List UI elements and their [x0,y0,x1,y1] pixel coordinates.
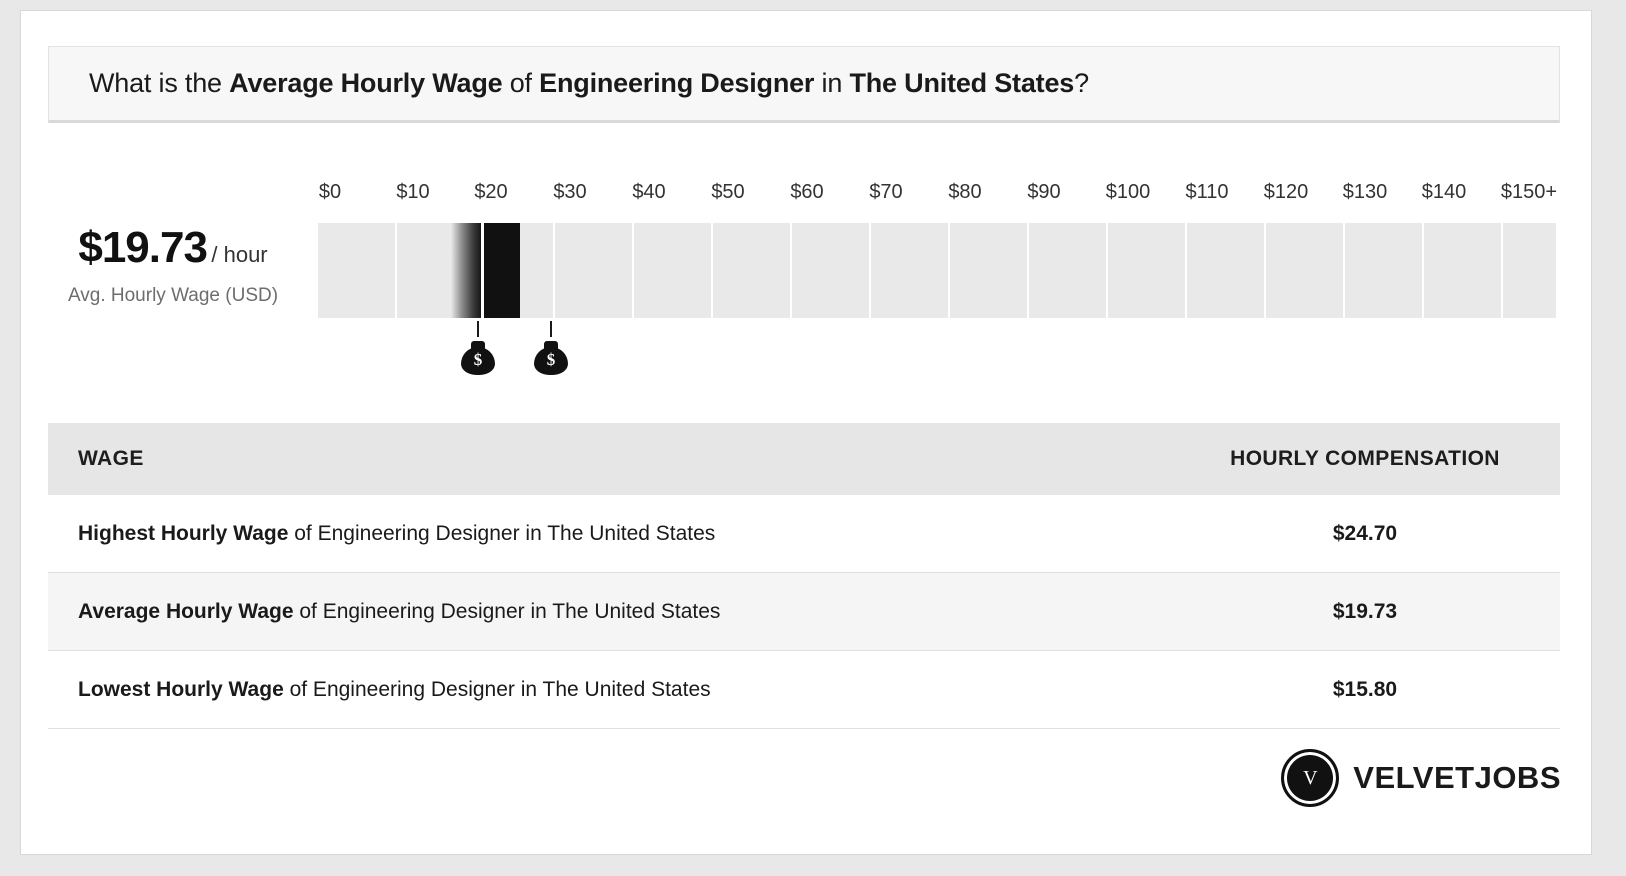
row-label-highest-bold: Highest Hourly Wage [78,521,289,545]
average-wage-callout [48,223,298,307]
axis-tick-11: $110 [1185,181,1229,203]
scale-cell-7 [871,223,950,318]
scale-axis-labels [318,181,1558,211]
question-bold-role: Engineering Designer [539,68,815,98]
wage-table [48,423,1560,729]
question-bold-location: The United States [849,68,1075,98]
question-mid-2: in [814,68,850,98]
scale-cell-9 [1029,223,1108,318]
column-header-wage: WAGE [48,423,1199,495]
table-row [48,651,1560,729]
row-label-lowest-rest: of Engineering Designer in The United States [283,677,711,701]
question-mid-1: of [502,68,540,98]
axis-tick-7: $70 [869,181,903,203]
row-value-lowest: $15.80 [1199,651,1560,729]
scale-cell-10 [1108,223,1187,318]
axis-tick-1: $10 [396,181,430,203]
infographic-card [20,10,1592,855]
axis-tick-15: $150+ [1500,181,1558,203]
range-gradient-segment [451,223,481,318]
scale-cell-14 [1424,223,1503,318]
scale-cell-11 [1187,223,1266,318]
column-header-hourly-compensation: HOURLY COMPENSATION [1199,423,1560,495]
brand-logo [1281,749,1561,807]
table-row [48,573,1560,651]
axis-tick-13: $130 [1342,181,1388,203]
scale-cell-12 [1266,223,1345,318]
row-label-highest-rest: of Engineering Designer in The United States [288,521,716,545]
average-wage-caption: Avg. Hourly Wage (USD) [67,285,279,306]
question-suffix: ? [1074,68,1089,98]
question-header [48,46,1560,123]
question-prefix: What is the [89,68,230,98]
brand-name: VELVETJOBS [1353,760,1561,795]
row-label-highest [48,495,1199,573]
marker-highest-line [550,321,552,337]
question-text [49,68,1089,99]
average-wage-unit: / hour [211,242,268,267]
scale-cell-3 [555,223,634,318]
scale-cell-0 [318,223,397,318]
money-bag-icon: $ [461,341,495,375]
average-wage-value: $19.73 [78,223,207,272]
row-label-lowest-bold: Lowest Hourly Wage [78,677,284,701]
velvetjobs-mark-icon: V [1281,749,1339,807]
row-label-average [48,573,1199,651]
scale-cell-15 [1503,223,1558,318]
marker-highest-wage [521,321,581,375]
axis-tick-12: $120 [1263,181,1309,203]
scale-cell-6 [792,223,871,318]
marker-lowest-line [477,321,479,337]
row-value-highest: $24.70 [1199,495,1560,573]
scale-cell-4 [634,223,713,318]
scale-cell-5 [713,223,792,318]
table-header-row [48,423,1560,495]
axis-tick-9: $90 [1027,181,1061,203]
wage-range-bar [318,223,1558,318]
marker-lowest-wage [448,321,508,375]
row-label-average-rest: of Engineering Designer in The United States [293,599,721,623]
question-bold-metric: Average Hourly Wage [229,68,503,98]
range-solid-segment [484,223,520,318]
axis-tick-2: $20 [474,181,508,203]
row-label-average-bold: Average Hourly Wage [78,599,294,623]
axis-tick-4: $40 [632,181,666,203]
row-label-lowest [48,651,1199,729]
scale-cell-8 [950,223,1029,318]
table-row [48,495,1560,573]
axis-tick-6: $60 [790,181,824,203]
wage-scale [48,161,1560,401]
axis-tick-3: $30 [553,181,587,203]
axis-tick-5: $50 [711,181,745,203]
row-value-average: $19.73 [1199,573,1560,651]
axis-tick-14: $140 [1421,181,1467,203]
axis-tick-10: $100 [1105,181,1151,203]
axis-tick-0: $0 [318,181,342,203]
axis-tick-8: $80 [948,181,982,203]
money-bag-icon: $ [534,341,568,375]
scale-cell-13 [1345,223,1424,318]
